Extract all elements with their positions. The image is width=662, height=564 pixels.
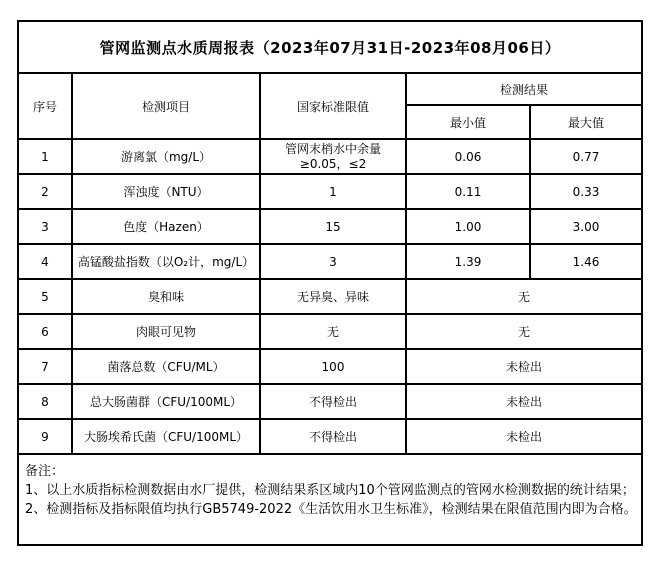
cell-item: 大肠埃希氏菌（CFU/100ML）: [72, 419, 260, 454]
col-header-no: 序号: [19, 74, 72, 139]
col-header-limit: 国家标准限值: [260, 74, 406, 139]
table-row: [19, 279, 641, 314]
cell-max: 1.46: [530, 244, 641, 279]
cell-item: 臭和味: [72, 279, 260, 314]
cell-result: 未检出: [406, 384, 641, 419]
table-row: [19, 209, 641, 244]
cell-item: 菌落总数（CFU/ML）: [72, 349, 260, 384]
cell-limit: 无异臭、异味: [260, 279, 406, 314]
cell-item: 游离氯（mg/L）: [72, 139, 260, 174]
cell-no: 8: [19, 384, 72, 419]
cell-result: 未检出: [406, 349, 641, 384]
note-line: 2、检测指标及指标限值均执行GB5749-2022《生活饮用水卫生标准》，检测结果在限值范围内即为合格。: [25, 502, 637, 517]
table-row: [19, 419, 641, 454]
cell-result: 无: [406, 279, 641, 314]
col-header-result-group: 检测结果: [406, 74, 641, 105]
table-row: [19, 174, 641, 209]
cell-min: 0.11: [406, 174, 530, 209]
cell-limit: 3: [260, 244, 406, 279]
cell-no: 7: [19, 349, 72, 384]
cell-item: 高锰酸盐指数（以O₂计，mg/L）: [72, 244, 260, 279]
cell-result: 未检出: [406, 419, 641, 454]
cell-max: 0.77: [530, 139, 641, 174]
cell-min: 1.00: [406, 209, 530, 244]
cell-item: 色度（Hazen）: [72, 209, 260, 244]
water-quality-table: [19, 74, 641, 455]
cell-no: 6: [19, 314, 72, 349]
cell-item: 总大肠菌群（CFU/100ML）: [72, 384, 260, 419]
cell-limit: 15: [260, 209, 406, 244]
report-frame: [17, 20, 643, 546]
cell-limit: 无: [260, 314, 406, 349]
cell-no: 5: [19, 279, 72, 314]
cell-item: 浑浊度（NTU）: [72, 174, 260, 209]
cell-limit: 1: [260, 174, 406, 209]
cell-no: 9: [19, 419, 72, 454]
table-row: [19, 139, 641, 174]
col-header-min: 最小值: [406, 105, 530, 139]
cell-no: 3: [19, 209, 72, 244]
header-row-1: [19, 74, 641, 105]
page-title: 管网监测点水质周报表（2023年07月31日-2023年08月06日）: [19, 22, 641, 74]
table-row: [19, 349, 641, 384]
cell-no: 2: [19, 174, 72, 209]
table-row: [19, 384, 641, 419]
cell-no: 4: [19, 244, 72, 279]
table-row: [19, 314, 641, 349]
col-header-item: 检测项目: [72, 74, 260, 139]
cell-limit: 不得检出: [260, 419, 406, 454]
cell-min: 0.06: [406, 139, 530, 174]
table-row: [19, 244, 641, 279]
cell-max: 0.33: [530, 174, 641, 209]
notes-section: [19, 455, 641, 519]
notes-label: 备注：: [25, 464, 65, 479]
cell-result: 无: [406, 314, 641, 349]
cell-limit: 100: [260, 349, 406, 384]
cell-min: 1.39: [406, 244, 530, 279]
col-header-max: 最大值: [530, 105, 641, 139]
note-line: 1、以上水质指标检测数据由水厂提供，检测结果系区域内10个管网监测点的管网水检测数据的统计结果；: [25, 483, 635, 498]
cell-limit: 不得检出: [260, 384, 406, 419]
cell-no: 1: [19, 139, 72, 174]
cell-limit: 管网末梢水中余量≥0.05，≤2: [260, 139, 406, 174]
cell-item: 肉眼可见物: [72, 314, 260, 349]
cell-max: 3.00: [530, 209, 641, 244]
